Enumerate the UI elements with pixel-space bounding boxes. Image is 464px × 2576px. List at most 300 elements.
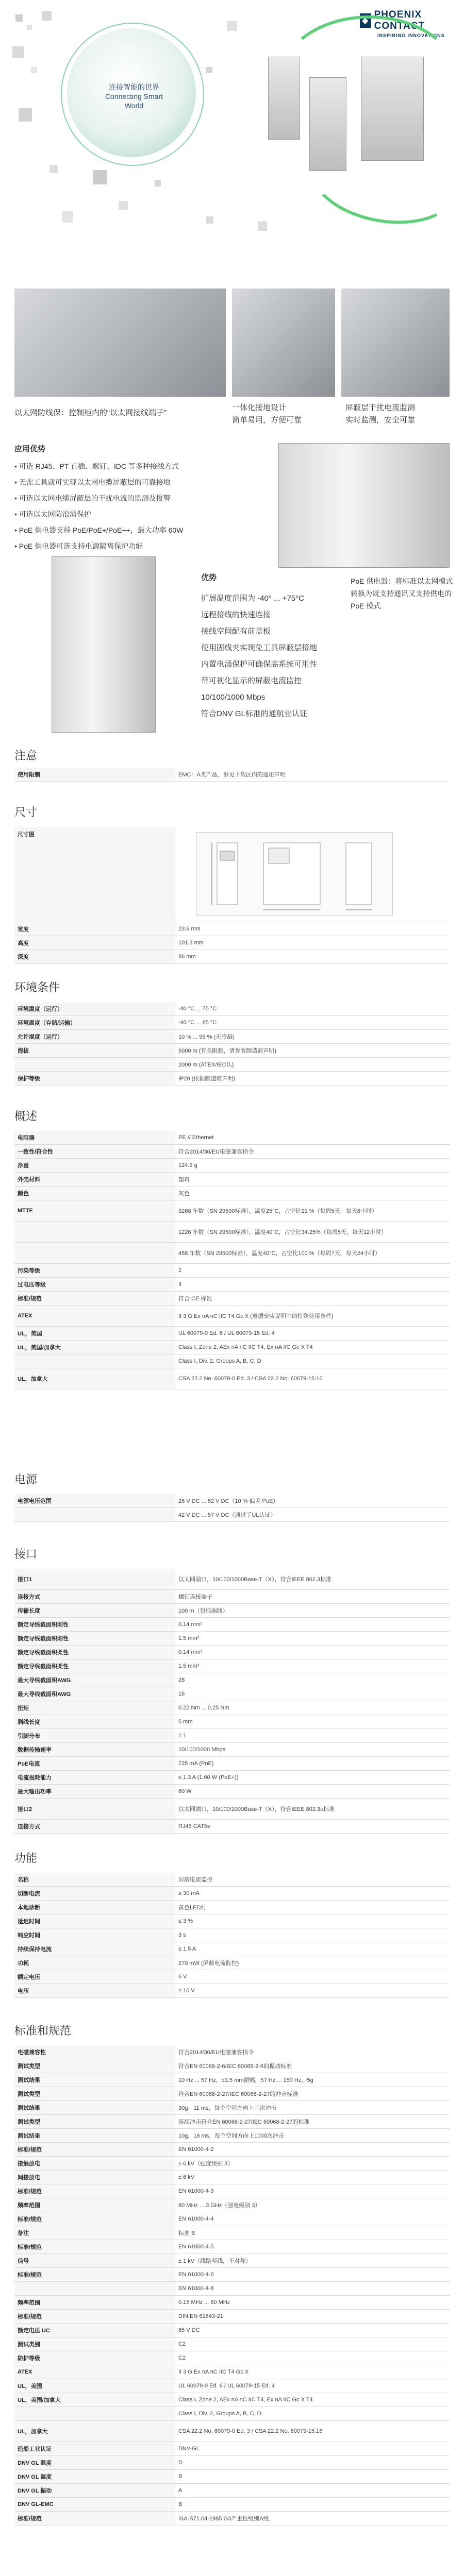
interface-title: 接口 (14, 1548, 38, 1561)
table-row (14, 1914, 450, 1928)
spec-label: 尺寸图 (14, 827, 175, 923)
spec-value: 符合2014/30/EU电磁兼容指令 (175, 1145, 450, 1159)
spec-label (14, 1222, 175, 1243)
spec-value: Class I, Div. 2, Groups A, B, C, D (175, 1354, 450, 1368)
feature-item: 符合DNV GL标准的通航业认证 (201, 709, 307, 718)
spec-label: 使用限制 (14, 768, 175, 782)
table-row (14, 1820, 450, 1834)
spec-value: ± 6 kV (175, 2171, 450, 2184)
spec-label: 测试类别 (14, 2337, 175, 2351)
table-row (14, 1145, 450, 1159)
table-row (14, 1632, 450, 1646)
spec-label: 电流损耗能力 (14, 1771, 175, 1785)
table-row (14, 1604, 450, 1618)
spec-label: UL，加拿大 (14, 2421, 175, 2442)
spec-label: 延迟时间 (14, 1914, 175, 1928)
spec-label: 测试结果 (14, 2101, 175, 2115)
spec-label: 电压 (14, 1984, 175, 1998)
table-row (14, 1970, 450, 1984)
table-row (14, 1016, 450, 1030)
spec-label: UL，美国 (14, 2379, 175, 2393)
table-row (14, 2212, 450, 2226)
table-row (14, 2254, 450, 2268)
spec-label: 电源电压范围 (14, 1494, 175, 1508)
application-item: • 可选 RJ45、PT 直插、螺钉、IDC 等多种接线方式 (14, 462, 179, 470)
spec-value: 3 s (175, 1928, 450, 1942)
table-row (14, 2143, 450, 2157)
spec-label: 高度 (14, 936, 175, 950)
spec-label: 本地诊断 (14, 1901, 175, 1914)
spec-label: 颜色 (14, 1187, 175, 1200)
spec-value: DNV-GL (175, 2442, 450, 2456)
spec-value: 屏蔽电流监控 (175, 1873, 450, 1887)
text: 可选以太网防浪涌保护 (19, 510, 91, 518)
table-row (14, 2157, 450, 2171)
photo-cabinet (14, 289, 226, 397)
table-row (14, 2198, 450, 2212)
spec-label: MTTF (14, 1200, 175, 1222)
table-row (14, 1715, 450, 1729)
hero-slogan (98, 82, 170, 110)
application-item: • 可选以太网电缆屏蔽层的干扰电流的监测及报警 (14, 494, 171, 502)
spec-value: ≤ 1.3 A (1.60 W (PoE+)) (175, 1771, 450, 1785)
table-row (14, 1159, 450, 1173)
spec-label: 防护等级 (14, 2351, 175, 2365)
spec-value: 42 V DC ... 57 V DC（通过了UL认证） (175, 1508, 450, 1522)
spec-label: 额定电压 UC (14, 2324, 175, 2337)
table-row (14, 1873, 450, 1887)
photo-row (14, 289, 450, 397)
table-row (14, 1187, 450, 1200)
table-row (14, 2407, 450, 2421)
spec-label: 标准/规范 (14, 2184, 175, 2198)
spec-value: 以太网端口，10/100/1000Base-T（X），符合IEEE 802.3标准 (175, 1569, 450, 1590)
spec-label: UL，加拿大 (14, 1368, 175, 1389)
spec-value: -40 °C ... 75 °C (175, 1002, 450, 1016)
table-row (14, 1569, 450, 1590)
spec-value: EN 61000-4-4 (175, 2212, 450, 2226)
spec-label: 测试结果 (14, 2129, 175, 2143)
table-row (14, 1701, 450, 1715)
photo-monitoring (341, 289, 450, 397)
table-row (14, 2282, 450, 2296)
spec-label: 保护等级 (14, 1072, 175, 1086)
table-row (14, 1757, 450, 1771)
spec-label: 切断电流 (14, 1887, 175, 1901)
table-row (14, 1072, 450, 1086)
spec-value: ≤ 3 % (175, 1914, 450, 1928)
table-row (14, 1673, 450, 1687)
table-row (14, 1030, 450, 1044)
table-row (14, 2512, 450, 2526)
poe-devices-image (278, 443, 450, 568)
spec-value: B (175, 2470, 450, 2484)
spec-label: ATEX (14, 1306, 175, 1327)
overview-title: 概述 (14, 1110, 38, 1123)
spec-label: 备注 (14, 2226, 175, 2240)
applications-list (14, 459, 183, 554)
spec-value: EN 61000-4-3 (175, 2184, 450, 2198)
product-image (52, 556, 156, 733)
spec-label: 最大输出功率 (14, 1785, 175, 1799)
table-row (14, 936, 450, 950)
spec-value: 270 mW (屏蔽电流监控) (175, 1956, 450, 1970)
spec-value: DIN EN 61643-21 (175, 2310, 450, 2324)
table-row (14, 1354, 450, 1368)
spec-label: 测试类型 (14, 2059, 175, 2073)
spec-label: 最大导线截面积AWG (14, 1673, 175, 1687)
spec-label: 最大导线截面积AWG (14, 1687, 175, 1701)
spec-label: 污染等级 (14, 1264, 175, 1278)
spec-label: DNV GL-EMC (14, 2498, 175, 2512)
table-row (14, 1799, 450, 1820)
spec-value: Class I, Zone 2, AEx nA nC IIC T4, Ex nA IIC Gc X T4 (175, 1341, 450, 1354)
spec-label: 名称 (14, 1873, 175, 1887)
spec-label: 剥线长度 (14, 1715, 175, 1729)
table-row (14, 1956, 450, 1970)
spec-label: 接口1 (14, 1569, 175, 1590)
caption-right: 屏蔽层干扰电流监测 实时监测，安全可靠 (345, 403, 416, 425)
spec-value: 塑料 (175, 1173, 450, 1187)
caption-left: 以太网防线保：控制柜内的“以太网接线端子” (14, 409, 167, 417)
table-row (14, 1887, 450, 1901)
spec-value: 468 年数（SN 29500标准），温度40°C，占空比100 %（每周7天，每天24小时） (175, 1243, 450, 1264)
table-row (14, 1173, 450, 1187)
spec-label (14, 1508, 175, 1522)
table-row (14, 1590, 450, 1604)
spec-value: 10g，16 ms，每个空间方向上1000次冲击 (175, 2129, 450, 2143)
spec-value: EN 61000-4-8 (175, 2282, 450, 2296)
table-row (14, 1659, 450, 1673)
spec-label: 连接方式 (14, 1820, 175, 1834)
dimensions-table (14, 922, 450, 964)
spec-value: CSA 22.2 No. 60079-0 Ed. 3 / CSA 22.2 No. 60079-15:16 (175, 2421, 450, 2442)
spec-value: EN 61000-4-6 (175, 2268, 450, 2282)
table-row (14, 2351, 450, 2365)
spec-label: PoE电流 (14, 1757, 175, 1771)
table-row (14, 1785, 450, 1799)
table-row (14, 1928, 450, 1942)
spec-value: IP20 (依据制造商声明) (175, 1072, 450, 1086)
spec-label: 宽度 (14, 922, 175, 936)
brand-tagline: INSPIRING INNOVATIONS (377, 33, 445, 38)
spec-label: 环境温度（存储/运输） (14, 1016, 175, 1030)
spec-value: 16 (175, 1687, 450, 1701)
dimensions-title: 尺寸 (14, 806, 38, 819)
spec-label: 额定导线截面积刚性 (14, 1618, 175, 1632)
spec-value: 灰色 (175, 1187, 450, 1200)
table-row (14, 2240, 450, 2254)
notes-table (14, 768, 450, 782)
spec-label: UL，美国 (14, 1327, 175, 1341)
table-row (14, 1243, 450, 1264)
table-row (14, 1771, 450, 1785)
table-row (14, 1984, 450, 1998)
table-row (14, 2184, 450, 2198)
spec-value: EN 61000-4-5 (175, 2240, 450, 2254)
hero-line1: 连接智能的世界 (109, 83, 159, 91)
spec-label: 电阻器 (14, 1131, 175, 1145)
table-row (14, 1306, 450, 1327)
spec-label: 额定导线截面积刚性 (14, 1632, 175, 1646)
spec-value: 1226 年数（SN 29500标准），温度40°C，占空比34.25%（每周5天，每天12小时） (175, 1222, 450, 1243)
spec-value: PE // Ethernet (175, 1131, 450, 1145)
table-row (14, 1687, 450, 1701)
spec-label: 测试类型 (14, 2087, 175, 2101)
spec-label: DNV GL 温度 (14, 2456, 175, 2470)
spec-label: ATEX (14, 2365, 175, 2379)
table-row (14, 2498, 450, 2512)
table-row (14, 2059, 450, 2073)
spec-label: 标准/规范 (14, 2212, 175, 2226)
spec-value: 0.14 mm² (175, 1618, 450, 1632)
hero-line2: Connecting Smart World (105, 92, 163, 110)
overview-table (14, 1131, 450, 1389)
table-row (14, 2456, 450, 2470)
text: PoE 供电器支持 PoE/PoE+/PoE++，最大功率 60W (19, 526, 184, 534)
spec-label: 外壳材料 (14, 1173, 175, 1187)
spec-label: 标准/规范 (14, 2310, 175, 2324)
text: 无需工具就可实现以太网电缆屏蔽层的可靠接地 (19, 478, 171, 486)
table-row (14, 2268, 450, 2282)
table-row (14, 2296, 450, 2310)
caption-mid: 一体化接地设计 简单易用，方便可靠 (232, 403, 302, 425)
table-row (14, 1729, 450, 1743)
spec-label: 额定导线截面积柔性 (14, 1646, 175, 1659)
spec-label (14, 1243, 175, 1264)
spec-value: 符合EN 60068-2-27/IEC 60068-2-27的冲击标准 (175, 2087, 450, 2101)
features-list (201, 590, 317, 722)
table-row (14, 1508, 450, 1522)
table-row (14, 2073, 450, 2087)
brand-name: PHOENIX CONTACT (374, 9, 425, 31)
spec-value: 1.5 mm² (175, 1659, 450, 1673)
table-row (14, 1618, 450, 1632)
spec-value: UL 60079-0 Ed. 6 / UL 60079-15 Ed. 4 (175, 2379, 450, 2393)
spec-value: 85 V DC (175, 2324, 450, 2337)
table-row (14, 2421, 450, 2442)
spec-value: A (175, 2484, 450, 2498)
spec-value: 30g，11 ms，每个空间方向上三次冲击 (175, 2101, 450, 2115)
table-row (14, 2365, 450, 2379)
spec-value: 23.6 mm (175, 922, 450, 936)
spec-label: 接口2 (14, 1799, 175, 1820)
spec-value: II 3 G Ex nA nC IIC T4 Gc X (175, 2365, 450, 2379)
spec-value: II (175, 1278, 450, 1292)
text: 可选 RJ45、PT 直插、螺钉、IDC 等多种接线方式 (19, 462, 179, 470)
spec-label: 传输长度 (14, 1604, 175, 1618)
hero-banner (0, 0, 464, 242)
table-row (14, 2129, 450, 2143)
spec-label: 标准/规范 (14, 2143, 175, 2157)
spec-value: ≤ 10 V (175, 1984, 450, 1998)
spec-label: 信号 (14, 2254, 175, 2268)
environment-title: 环境条件 (14, 981, 60, 994)
spec-label: UL，美国/加拿大 (14, 1341, 175, 1354)
application-item: • 无需工具就可实现以太网电缆屏蔽层的可靠接地 (14, 478, 171, 486)
spec-value: 1.5 mm² (175, 1632, 450, 1646)
application-item: • 可选以太网防浪涌保护 (14, 510, 91, 518)
table-row (14, 2337, 450, 2351)
spec-value: 符合2014/30/EU电磁兼容指令 (175, 2045, 450, 2059)
spec-value: 1:1 (175, 1729, 450, 1743)
table-row (14, 2484, 450, 2498)
spec-value: II 3 G Ex nA nC IIC T4 Gc X (遵循安装说明中的特殊使用条件) (175, 1306, 450, 1327)
spec-value: 5000 m (有关限制，请参看制造商声明) (175, 1044, 450, 1058)
table-row (14, 1646, 450, 1659)
spec-value: ≥ 30 mA (175, 1887, 450, 1901)
spec-label: 频率范围 (14, 2296, 175, 2310)
spec-label: 功耗 (14, 1956, 175, 1970)
spec-value: D (175, 2456, 450, 2470)
spec-value: 10 Hz ... 57 Hz，±3.5 mm振幅，57 Hz ... 150 Hz，5g (175, 2073, 450, 2087)
feature-item: 带可视化显示的屏蔽电流监控 (201, 676, 302, 685)
spec-value: 26 V DC ... 52 V DC（10 % 偏差 PoE） (175, 1494, 450, 1508)
spec-value: 124.2 g (175, 1159, 450, 1173)
spec-value: 3268 年数（SN 29500标准），温度25°C，占空比21 %（每周5天，每天8小时） (175, 1200, 450, 1222)
feature-item: 接线空间配有前盖板 (201, 627, 271, 636)
table-row (14, 1341, 450, 1354)
table-row (14, 2101, 450, 2115)
spec-value: -40 °C ... 85 °C (175, 1016, 450, 1030)
spec-value: EMC：A类产品，参见下载区内的通用声明 (175, 768, 450, 782)
spec-value: 5 mm (175, 1715, 450, 1729)
table-row (14, 922, 450, 936)
spec-label (14, 2282, 175, 2296)
function-table (14, 1873, 450, 1998)
table-row (14, 2379, 450, 2393)
spec-value: 80 MHz ... 3 GHz（强度级别 3） (175, 2198, 450, 2212)
function-title: 功能 (14, 1852, 38, 1865)
spec-label: 引脚分布 (14, 1729, 175, 1743)
spec-value: 0.15 MHz ... 80 MHz (175, 2296, 450, 2310)
spec-label: 标准/规范 (14, 2268, 175, 2282)
spec-value: EN 61000-4-2 (175, 2143, 450, 2157)
spec-value: RJ45 CAT5e (175, 1820, 450, 1834)
table-row (14, 2393, 450, 2407)
spec-label: 过电压等级 (14, 1278, 175, 1292)
spec-value: 6 V (175, 1970, 450, 1984)
spec-label: 扭矩 (14, 1701, 175, 1715)
text: PoE 供电器可选支持电源隔离保护功能 (19, 542, 143, 550)
spec-label: 海拔 (14, 1044, 175, 1058)
spec-label: 标准/规范 (14, 2512, 175, 2526)
table-row (14, 1494, 450, 1508)
hero-cable (278, 15, 460, 145)
spec-label: 标准/规范 (14, 2240, 175, 2254)
spec-value: 0.14 mm² (175, 1646, 450, 1659)
standards-title: 标准和规范 (14, 2024, 72, 2037)
text: 可选以太网电缆屏蔽层的干扰电流的监测及报警 (19, 494, 171, 502)
dimension-drawing-svg (196, 833, 392, 915)
table-row (14, 1901, 450, 1914)
spec-value: 0.22 Nm ... 0.25 Nm (175, 1701, 450, 1715)
table-row (14, 1292, 450, 1306)
spec-label: 净重 (14, 1159, 175, 1173)
spec-value: ≤ 1.5 A (175, 1942, 450, 1956)
table-row (14, 2045, 450, 2059)
power-table (14, 1494, 450, 1522)
spec-label: 额定导线截面积柔性 (14, 1659, 175, 1673)
spec-label (14, 1058, 175, 1072)
features-title: 优势 (201, 573, 217, 582)
spec-label (14, 1354, 175, 1368)
spec-label: 数据传输速率 (14, 1743, 175, 1757)
feature-item: 使用固线夹实现免工具屏蔽层接地 (201, 643, 318, 652)
feature-item: 远程接线的快速连接 (201, 611, 271, 619)
application-item: • PoE 供电器支持 PoE/PoE+/PoE++，最大功率 60W (14, 526, 184, 534)
table-row (14, 2115, 450, 2129)
spec-value: ± 6 kV（强度级别 3） (175, 2157, 450, 2171)
spec-value: 101.3 mm (175, 936, 450, 950)
spec-value: 28 (175, 1673, 450, 1687)
table-row (14, 1222, 450, 1243)
spec-value: 10/100/1000 Mbps (175, 1743, 450, 1757)
spec-value: 连续冲击符合EN 60068-2-27/IEC 60068-2-27的标准 (175, 2115, 450, 2129)
notes-title: 注意 (14, 749, 38, 762)
spec-value: 标准 B (175, 2226, 450, 2240)
spec-label: 响应时间 (14, 1928, 175, 1942)
spec-value: C2 (175, 2337, 450, 2351)
feature-item: 内置电涌保护可确保高系统可用性 (201, 660, 318, 669)
table-row (14, 1044, 450, 1058)
table-row (14, 1264, 450, 1278)
spec-label: 额定电压 (14, 1970, 175, 1984)
table-row (14, 2087, 450, 2101)
spec-label: 深度 (14, 950, 175, 964)
brand-mark-icon: ◆ (360, 13, 371, 28)
spec-label: 间接放电 (14, 2171, 175, 2184)
spec-label: 测试结果 (14, 2073, 175, 2087)
applications-title: 应用优势 (14, 445, 46, 453)
spec-value: 10 % ... 95 % (无冷凝) (175, 1030, 450, 1044)
environment-table (14, 1002, 450, 1086)
spec-label: 接触放电 (14, 2157, 175, 2171)
table-row (14, 1327, 450, 1341)
application-item: • PoE 供电器可选支持电源隔离保护功能 (14, 542, 143, 550)
spec-label: 测试类型 (14, 2115, 175, 2129)
spec-label: 标准/规范 (14, 1292, 175, 1306)
spec-value: B (175, 2498, 450, 2512)
photo-grounding (232, 289, 335, 397)
spec-label: 允许湿度（运行） (14, 1030, 175, 1044)
spec-label: DNV GL 湿度 (14, 2470, 175, 2484)
power-title: 电源 (14, 1473, 38, 1486)
spec-label: DNV GL 振动 (14, 2484, 175, 2498)
spec-value: ISA-S71.04-1985 G3严重性级别A级 (175, 2512, 450, 2526)
spec-value: UL 60079-0 Ed. 6 / UL 60079-15 Ed. 4 (175, 1327, 450, 1341)
spec-value: 725 mA (PoE) (175, 1757, 450, 1771)
spec-value: 2 (175, 1264, 450, 1278)
spec-value: CSA 22.2 No. 60079-0 Ed. 3 / CSA 22.2 No. 60079-15:16 (175, 1368, 450, 1389)
table-row (14, 1131, 450, 1145)
feature-item: 扩展温度范围为 -40° ... +75°C (201, 594, 304, 603)
spec-value: Class I, Div. 2, Groups A, B, C, D (175, 2407, 450, 2421)
table-row (14, 1200, 450, 1222)
spec-value: 2000 m (ATEX/IEC认) (175, 1058, 450, 1072)
spec-value: 60 W (175, 1785, 450, 1799)
table-row (14, 2310, 450, 2324)
spec-label: 电磁兼容性 (14, 2045, 175, 2059)
spec-value: 黄色LED灯 (175, 1901, 450, 1914)
spec-value: 符合 CE 标准 (175, 1292, 450, 1306)
spec-value: 螺钉连接端子 (175, 1590, 450, 1604)
feature-item: 10/100/1000 Mbps (201, 693, 266, 702)
spec-label: 连接方式 (14, 1590, 175, 1604)
spec-value: ± 1 kV（线路至线，不对称） (175, 2254, 450, 2268)
table-row (14, 2171, 450, 2184)
spec-value: C2 (175, 2351, 450, 2365)
